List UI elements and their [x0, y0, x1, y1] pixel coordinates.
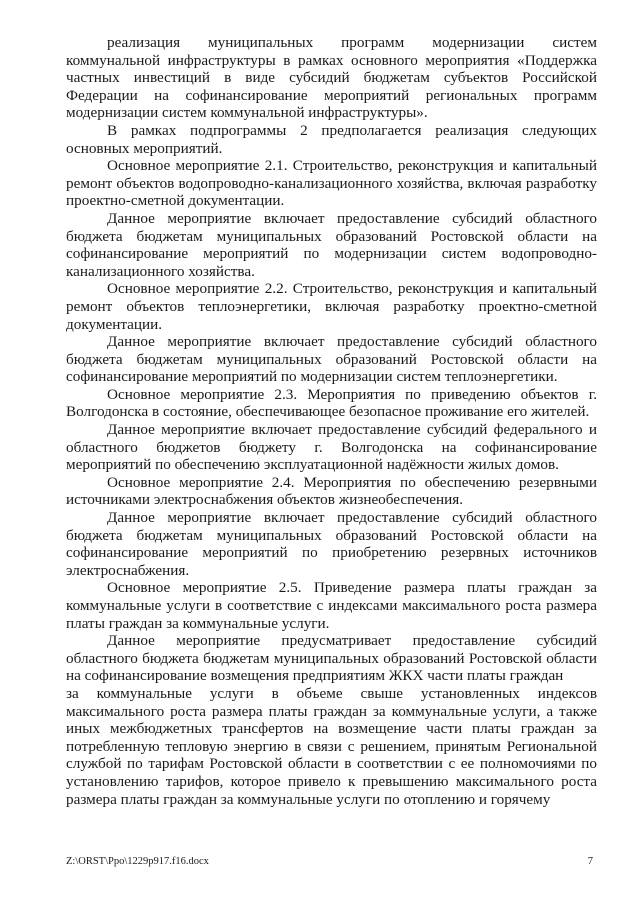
paragraph: Основное мероприятие 2.1. Строительство, реконструкция и капитальный ремонт объектов водопроводно-канализационного хозяйства, включая разработку проектно-сметной документации. — [66, 157, 597, 210]
paragraph: Данное мероприятие предусматривает предоставление субсидий областного бюджета бюджетам муниципальных образований Ростовской области на софинансирование возмещения предприятиям ЖКХ части платы граждан — [66, 632, 597, 685]
paragraph: Основное мероприятие 2.2. Строительство, реконструкция и капитальный ремонт объектов теплоэнергетики, включая разработку проектно-сметной документации. — [66, 280, 597, 333]
paragraph: за коммунальные услуги в объеме свыше установленных индексов максимального роста размера платы граждан за коммунальные услуги, а также иных межбюджетных трансфертов на возмещение части платы граждан за потребленную тепловую энергию в связи с решением, принятым Региональной службой по тарифам Ростовской области в соответствии с ее полномочиями по установлению тарифов, которое привело к превышению максимального роста размера платы граждан за коммунальные услуги по отоплению и горячему — [66, 684, 597, 808]
paragraph: Данное мероприятие включает предоставление субсидий областного бюджета бюджетам муниципальных образований Ростовской области на софинансирование мероприятий по приобретению резервных источников электроснабжения. — [66, 509, 597, 579]
paragraph: Основное мероприятие 2.3. Мероприятия по приведению объектов г. Волгодонска в состояние, обеспечивающее безопасное проживание его жителей. — [66, 385, 597, 421]
paragraph: Данное мероприятие включает предоставление субсидий областного бюджета бюджетам муниципальных образований Ростовской области на софинансирование мероприятий по модернизации систем теплоэнергетики. — [66, 333, 597, 386]
page-number: 7 — [587, 856, 593, 867]
footer-file-path: Z:\ORST\Ppo\1229p917.f16.docx — [66, 856, 209, 867]
document-body — [66, 34, 597, 808]
paragraph: Данное мероприятие включает предоставление субсидий федерального и областного бюджетов бюджету г. Волгодонска на софинансирование мероприятий по обеспечению эксплуатационной надёжности жилых домов. — [66, 421, 597, 474]
paragraph: Основное мероприятие 2.5. Приведение размера платы граждан за коммунальные услуги в соответствие с индексами максимального роста размера платы граждан за коммунальные услуги. — [66, 579, 597, 632]
paragraph: реализация муниципальных программ модернизации систем коммунальной инфраструктуры в рамках основного мероприятия «Поддержка частных инвестиций в виде субсидий бюджетам субъектов Российской Федерации на софинансирование мероприятий региональных программ модернизации систем коммунальной инфраструктуры». — [66, 34, 597, 122]
paragraph: Данное мероприятие включает предоставление субсидий областного бюджета бюджетам муниципальных образований Ростовской области на софинансирование мероприятий по модернизации систем водопроводно-канализационного хозяйства. — [66, 209, 597, 280]
paragraph: Основное мероприятие 2.4. Мероприятия по обеспечению резервными источниками электроснабжения объектов жизнеобеспечения. — [66, 473, 597, 509]
paragraph: В рамках подпрограммы 2 предполагается реализация следующих основных мероприятий. — [66, 121, 597, 157]
